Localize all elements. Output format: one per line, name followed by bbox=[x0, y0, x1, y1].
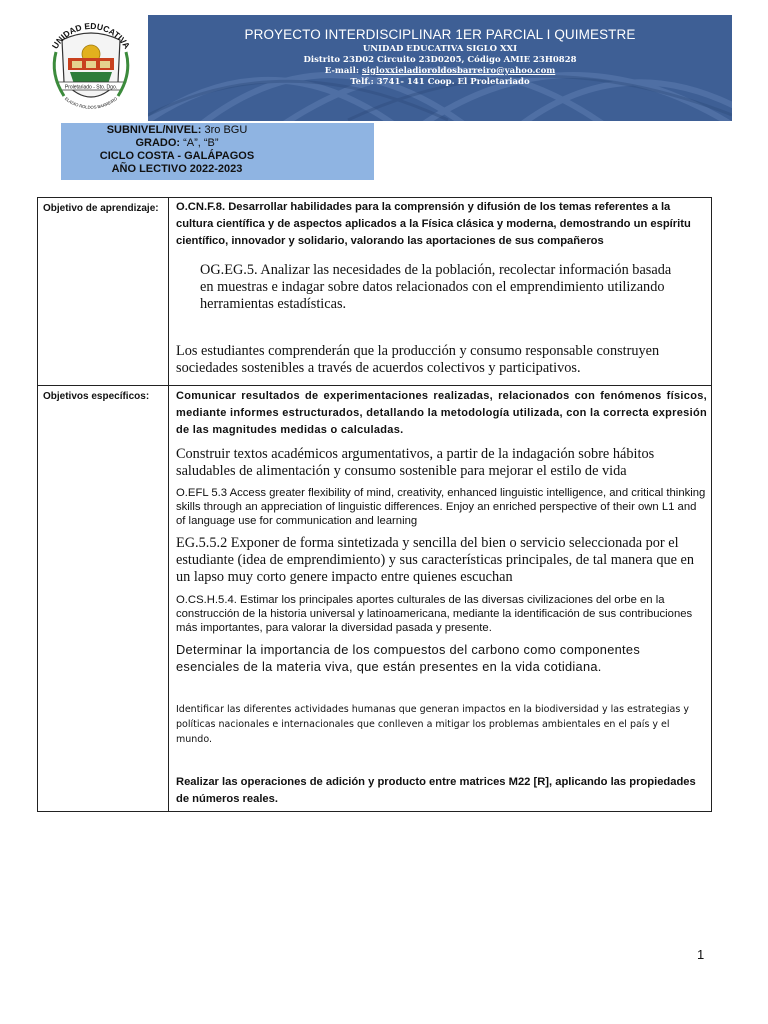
table-row-learning-objective bbox=[38, 198, 712, 386]
email-label: E-mail: bbox=[324, 66, 359, 76]
objective-carbon-compounds: Determinar la importancia de los compuestos del carbono como componentes esenciales de la materia viva, que están presentes en la vida cotidiana. bbox=[176, 642, 641, 674]
project-title: PROYECTO INTERDISCIPLINAR 1ER PARCIAL I QUIMESTRE bbox=[244, 27, 636, 42]
subnivel-row bbox=[61, 124, 293, 137]
row-label-learning-objective: Objetivo de aprendizaje: bbox=[38, 198, 169, 386]
objective-entrepreneurship: EG.5.5.2 Exponer de forma sintetizada y sencilla del bien o servicio seleccionada por el estudiante (idea de emprendimiento) y sus características principales, de tal manera que en un lapso muy corto genere impacto entre quienes escuchan bbox=[176, 535, 695, 585]
grado-value: “A”, “B” bbox=[183, 137, 219, 149]
objectives-table bbox=[37, 197, 712, 812]
objective-efl: O.EFL 5.3 Access greater flexibility of mind, creativity, enhanced linguistic intelligence, and critical thinking skills through an appreciation of linguistic differences. Enjoy an enriched perspective of their own L1 and of language use for communication and learning bbox=[176, 487, 706, 527]
email-line bbox=[148, 66, 732, 77]
subnivel-label: SUBNIVEL/NIVEL: bbox=[106, 124, 202, 136]
course-info-box bbox=[61, 123, 374, 180]
objective-biodiversity: Identificar las diferentes actividades humanas que generan impactos en la biodiversidad y las estrategias y políticas nacionales e internacionales que conlleven a mitigar los problemas ambientales en el país y el mundo. bbox=[176, 704, 689, 745]
objective-sustainability: Los estudiantes comprenderán que la producción y consumo responsable construyen sociedades sostenibles a través de acuerdos colectivos y participativos. bbox=[176, 343, 660, 376]
logo-ribbon-text: Proletariado - Sto. Dgo. bbox=[64, 84, 118, 91]
logo-bottom-text: ELADIO ROLDOS BARREIRO bbox=[63, 96, 119, 110]
objective-physics-reports: Comunicar resultados de experimentaciones realizadas, relacionados con fenómenos físicos, mediante informes estructurados, detallando la metodología utilizada, con la correcta expresión de las magnitudes medidas o calculadas. bbox=[176, 390, 707, 436]
header-banner bbox=[148, 15, 732, 121]
school-logo bbox=[38, 12, 144, 122]
objective-matrices: Realizar las operaciones de adición y producto entre matrices M22 [R], aplicando las propiedades de números reales. bbox=[176, 776, 696, 805]
grado-label: GRADO: bbox=[135, 137, 181, 149]
phone-info: Telf.: 3741- 141 Coop. El Proletariado bbox=[350, 77, 530, 87]
table-row-specific-objectives bbox=[38, 386, 712, 812]
subnivel-value: 3ro BGU bbox=[204, 124, 248, 136]
grado-row bbox=[61, 137, 293, 150]
ciclo-text: CICLO COSTA - GALÁPAGOS bbox=[99, 150, 255, 162]
lectivo-text: AÑO LECTIVO 2022-2023 bbox=[111, 163, 243, 175]
objective-ogeg5: OG.EG.5. Analizar las necesidades de la población, recolectar información basada en muestras e indagar sobre datos relacionados con el emprendimiento utilizando herramientas estadísticas. bbox=[200, 262, 672, 312]
school-name: UNIDAD EDUCATIVA SIGLO XXI bbox=[362, 44, 518, 54]
learning-objective-content bbox=[169, 198, 712, 386]
district-info: Distrito 23D02 Circuito 23D0205, Código AMIE 23H0828 bbox=[303, 55, 577, 65]
logo-top-text: UNIDAD EDUCATIVA bbox=[49, 20, 133, 51]
page-number: 1 bbox=[697, 947, 705, 962]
svg-text:ELADIO ROLDOS BARREIRO bbox=[64, 96, 119, 110]
row-label-specific-objectives: Objetivos específicos: bbox=[38, 386, 169, 812]
objective-ocnf8: O.CN.F.8. Desarrollar habilidades para la comprensión y difusión de los temas referentes a la cultura científica y de aspectos aplicados a la Física clásica y moderna, demostrando un espíritu científico, innovador y solidario, valorando las aportaciones de sus compañeros bbox=[176, 201, 691, 247]
email-link[interactable]: sigloxxieladioroldosbarreiro@yahoo.com bbox=[361, 66, 556, 76]
objective-academic-texts: Construir textos académicos argumentativos, a partir de la indagación sobre hábitos saludables de alimentación y consumo sostenible para mejorar el estilo de vida bbox=[176, 446, 655, 479]
specific-objectives-content bbox=[169, 386, 712, 812]
objective-social-studies: O.CS.H.5.4. Estimar los principales aportes culturales de las diversas civilizaciones del orbe en la construcción de la historia universal y latinoamericana, mediante la identificación de sus contribuciones más importantes, para valorar la diversidad pasada y presente. bbox=[176, 594, 693, 634]
